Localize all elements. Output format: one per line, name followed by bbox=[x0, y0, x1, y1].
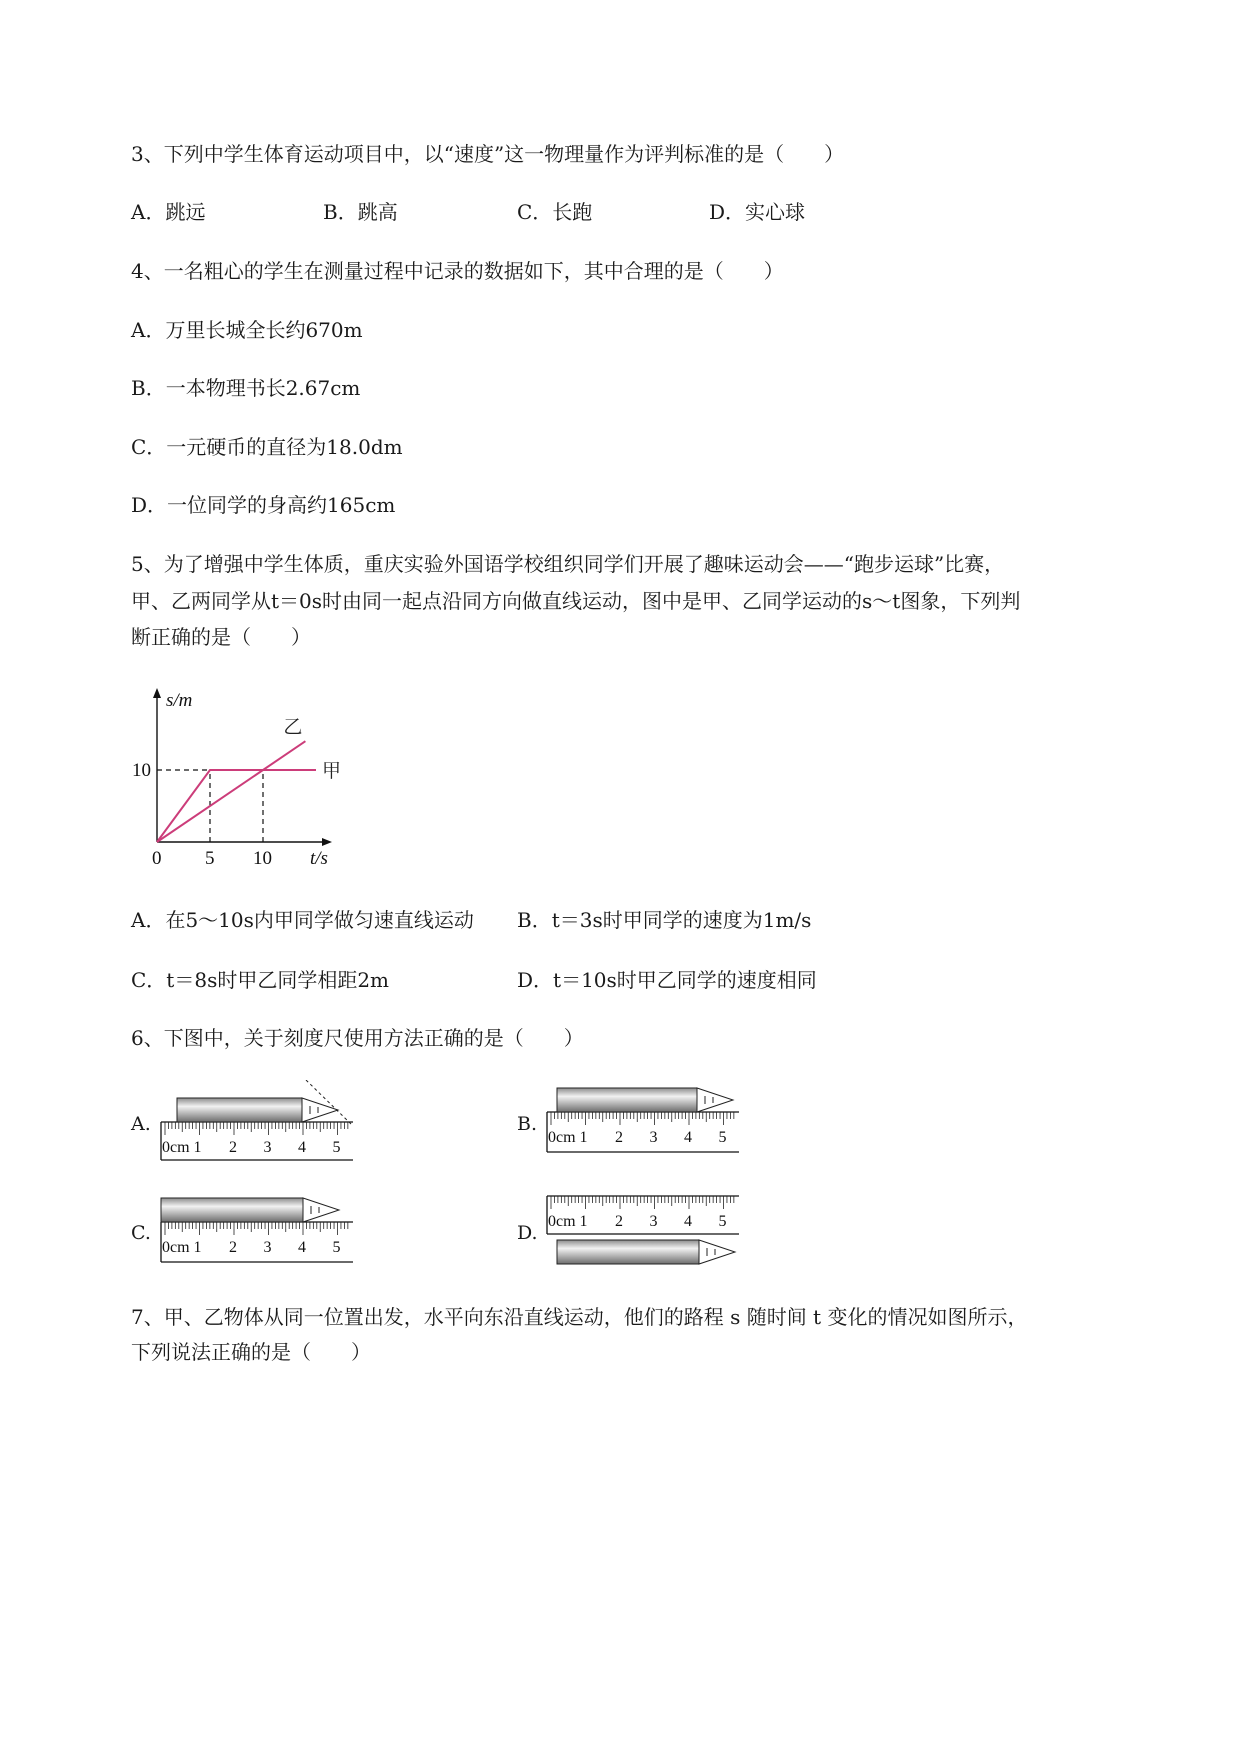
ruler-number: 5 bbox=[718, 1213, 727, 1230]
question-3-stem: 3、下列中学生体育运动项目中，以“速度”这一物理量作为评判标准的是（ ） bbox=[131, 142, 845, 166]
q6-option-a-label: A. bbox=[131, 1113, 151, 1135]
ruler-number: 4 bbox=[298, 1139, 306, 1156]
ruler-number: 3 bbox=[649, 1213, 658, 1230]
question-5-stem-line-1: 5、为了增强中学生体质，重庆实验外国语学校组织同学们开展了趣味运动会——“跑步运球”比赛， bbox=[131, 552, 1005, 576]
ruler-number: 2 bbox=[229, 1239, 237, 1256]
measured-object bbox=[177, 1098, 302, 1122]
question-5-stem-line-2: 甲、乙两同学从t＝0s时由同一起点沿同方向做直线运动，图中是甲、乙同学运动的s～t图象，下列判 bbox=[131, 589, 1021, 613]
series-label-1: 甲 bbox=[322, 761, 342, 782]
q4-option-a: A．万里长城全长约670m bbox=[131, 318, 363, 342]
measured-object bbox=[557, 1088, 697, 1112]
y-tick-label: 10 bbox=[132, 760, 151, 781]
object-tip bbox=[302, 1098, 338, 1122]
object-tip bbox=[303, 1198, 339, 1222]
ruler-number: 0cm 1 bbox=[162, 1239, 202, 1256]
ruler-number: 3 bbox=[263, 1239, 272, 1256]
q4-option-c: C．一元硬币的直径为18.0dm bbox=[131, 435, 403, 459]
x-tick-label: 5 bbox=[205, 848, 215, 869]
ruler-number: 2 bbox=[615, 1213, 623, 1230]
series-label-2: 乙 bbox=[283, 717, 303, 739]
series-line-2 bbox=[157, 741, 305, 842]
ruler-figure-d bbox=[541, 1188, 761, 1273]
q3-option-b: B．跳高 bbox=[323, 200, 398, 224]
ruler-number: 0cm 1 bbox=[548, 1213, 588, 1230]
q4-option-b: B．一本物理书长2.67cm bbox=[131, 376, 361, 400]
ruler-number: 4 bbox=[684, 1213, 692, 1230]
ruler-number: 5 bbox=[332, 1239, 341, 1256]
ruler-number: 5 bbox=[332, 1139, 341, 1156]
series-line-1 bbox=[157, 770, 316, 842]
q5-option-d: D．t＝10s时甲乙同学的速度相同 bbox=[517, 968, 817, 992]
object-tip bbox=[699, 1240, 735, 1264]
x-tick-label: 10 bbox=[253, 848, 272, 869]
question-4-stem: 4、一名粗心的学生在测量过程中记录的数据如下，其中合理的是（ ） bbox=[131, 259, 784, 283]
ruler-number: 4 bbox=[298, 1239, 306, 1256]
s-t-graph bbox=[120, 680, 360, 870]
question-7-stem-line-2: 下列说法正确的是（ ） bbox=[131, 1340, 371, 1364]
x-tick-label: 0 bbox=[152, 848, 162, 869]
q6-option-c-label: C. bbox=[131, 1222, 151, 1244]
q3-option-c: C．长跑 bbox=[517, 200, 593, 224]
object-tip bbox=[697, 1088, 733, 1112]
ruler-number: 2 bbox=[229, 1139, 237, 1156]
measured-object bbox=[161, 1198, 303, 1222]
ruler-figure-a bbox=[155, 1080, 365, 1165]
q5-option-c: C．t＝8s时甲乙同学相距2m bbox=[131, 968, 390, 992]
measured-object bbox=[557, 1240, 699, 1264]
ruler-number: 4 bbox=[684, 1129, 692, 1146]
ruler-number: 0cm 1 bbox=[548, 1129, 588, 1146]
q6-option-d-label: D. bbox=[517, 1222, 538, 1244]
ruler-number: 3 bbox=[649, 1129, 658, 1146]
q4-option-d: D．一位同学的身高约165cm bbox=[131, 493, 396, 517]
question-6-stem: 6、下图中，关于刻度尺使用方法正确的是（ ） bbox=[131, 1026, 584, 1050]
q5-option-a: A．在5～10s内甲同学做匀速直线运动 bbox=[131, 908, 474, 932]
ruler-figure-c bbox=[155, 1190, 370, 1270]
ruler-number: 5 bbox=[718, 1129, 727, 1146]
question-5-stem-line-3: 断正确的是（ ） bbox=[131, 625, 311, 649]
question-7-stem-line-1: 7、甲、乙物体从同一位置出发，水平向东沿直线运动，他们的路程 s 随时间 t 变化的情况如图所示， bbox=[131, 1305, 1028, 1329]
y-axis-arrow bbox=[153, 688, 161, 698]
x-axis-arrow bbox=[322, 838, 332, 846]
q6-option-b-label: B. bbox=[517, 1113, 538, 1135]
ruler-number: 3 bbox=[263, 1139, 272, 1156]
ruler-number: 2 bbox=[615, 1129, 623, 1146]
q5-option-b: B．t＝3s时甲同学的速度为1m/s bbox=[517, 908, 812, 932]
q3-option-a: A．跳远 bbox=[131, 200, 206, 224]
ruler-number: 0cm 1 bbox=[162, 1139, 202, 1156]
x-axis-label: t/s bbox=[310, 848, 328, 869]
ruler-figure-b bbox=[541, 1080, 761, 1165]
y-axis-label: s/m bbox=[166, 690, 193, 711]
q3-option-d: D．实心球 bbox=[709, 200, 806, 224]
